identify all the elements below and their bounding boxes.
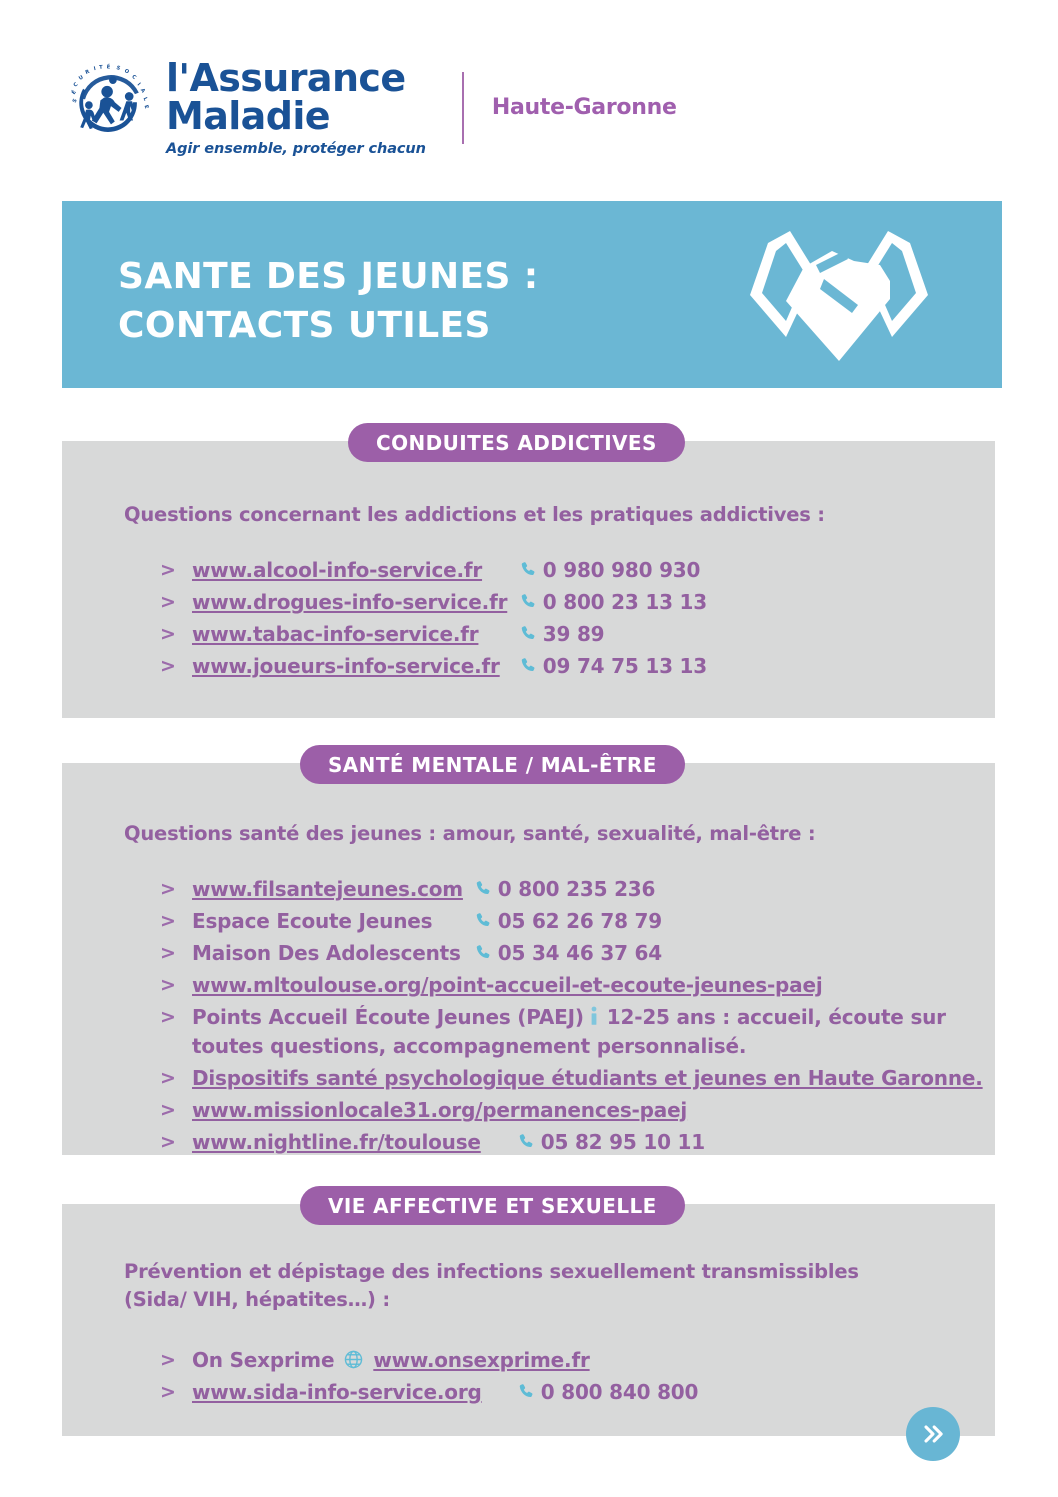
page-title [118,253,539,350]
link-joueurs-info-service[interactable]: www.joueurs-info-service.fr [192,654,500,678]
list-item[interactable] [160,620,707,649]
label-maison-des-adolescents: Maison Des Adolescents [192,941,461,965]
phone-number: 0 800 840 800 [540,1380,699,1404]
svg-text:É: É [70,88,78,96]
chevron-right-icon: > [160,910,176,932]
svg-text:É: É [106,63,111,71]
link-drogues-info-service[interactable]: www.drogues-info-service.fr [192,590,508,614]
label-espace-ecoute-jeunes: Espace Ecoute Jeunes [192,909,433,933]
link-onsexprime[interactable]: www.onsexprime.fr [373,1348,590,1372]
svg-text:S: S [71,97,79,104]
chevron-right-icon: > [160,1006,176,1028]
brand-header [62,50,677,165]
phone-number: 05 82 95 10 11 [540,1130,705,1154]
svg-text:C: C [72,81,80,89]
list-item[interactable] [160,875,995,904]
list-item[interactable] [160,1378,698,1407]
phone-value [519,654,707,678]
list-item [160,907,995,936]
phone-icon [474,877,493,896]
chevron-right-icon: > [160,1067,176,1089]
link-mltoulouse-paej[interactable]: www.mltoulouse.org/point-accueil-et-ecoute-jeunes-paej [192,973,823,997]
phone-number: 39 89 [542,622,605,646]
contact-list-vie-affective [160,1346,698,1410]
globe-icon [343,1349,364,1370]
phone-icon [519,654,538,673]
brand-tagline: Agir ensemble, protéger chacun [166,141,426,157]
link-sida-info-service[interactable]: www.sida-info-service.org [192,1380,482,1404]
section-title-vie-affective-et-sexuelle: VIE AFFECTIVE ET SEXUELLE [300,1186,685,1225]
phone-icon [519,590,538,609]
next-page-button[interactable] [906,1407,960,1461]
handshake-icon [724,221,954,371]
chevron-right-icon: > [160,1349,176,1371]
link-filsantejeunes[interactable]: www.filsantejeunes.com [192,877,463,901]
phone-icon [474,909,493,928]
brand-region-label: Haute-Garonne [491,95,677,120]
section-conduites-addictives [62,430,995,718]
list-item[interactable] [160,652,707,681]
double-chevron-right-icon [919,1420,947,1448]
svg-text:R: R [84,68,91,76]
section-intro-conduites-addictives: Questions concernant les addictions et les pratiques addictives : [124,503,825,526]
phone-icon [474,941,493,960]
link-missionlocale31-permanences-paej[interactable]: www.missionlocale31.org/permanences-paej [192,1098,688,1122]
chevron-right-icon: > [160,559,176,581]
chevron-right-icon: > [160,623,176,645]
section-vie-affective-et-sexuelle [62,1193,995,1436]
brand-name-line2: Maladie [166,94,330,139]
svg-text:U: U [77,73,85,82]
chevron-right-icon: > [160,655,176,677]
title-banner [62,201,1002,388]
list-item [160,1003,995,1061]
info-text-paej: 12-25 ans : accueil, écoute sur toutes questions, accompagnement personnalisé. [192,1005,946,1058]
chevron-right-icon: > [160,1099,176,1121]
phone-value [474,877,655,901]
label-on-sexprime: On Sexprime [192,1348,335,1372]
list-item[interactable] [160,588,707,617]
section-intro-vie-affective: Prévention et dépistage des infections sexuellement transmissibles (Sida/ VIH, hépatites…) : [124,1260,859,1311]
phone-icon [519,622,538,641]
phone-number: 09 74 75 13 13 [542,654,707,678]
contact-list-conduites-addictives [160,556,707,684]
link-tabac-info-service[interactable]: www.tabac-info-service.fr [192,622,479,646]
list-item[interactable] [160,1064,995,1093]
section-title-sante-mentale: SANTÉ MENTALE / MAL-ÊTRE [300,745,685,784]
chevron-right-icon: > [160,1131,176,1153]
chevron-right-icon: > [160,974,176,996]
list-item[interactable] [160,1096,995,1125]
svg-text:A: A [138,86,147,94]
phone-icon [517,1130,536,1149]
phone-number: 05 62 26 78 79 [497,909,662,933]
phone-icon [519,558,538,577]
list-item[interactable] [160,556,707,585]
phone-number: 0 800 235 236 [497,877,656,901]
section-title-conduites-addictives: CONDUITES ADDICTIVES [348,423,685,462]
svg-text:T: T [98,64,103,71]
label-points-accueil-ecoute-jeunes: Points Accueil Écoute Jeunes (PAEJ) [192,1005,584,1029]
svg-text:C: C [130,73,138,81]
phone-number: 05 34 46 37 64 [497,941,662,965]
svg-text:I: I [93,65,97,72]
link-alcool-info-service[interactable]: www.alcool-info-service.fr [192,558,483,582]
contact-list-sante-mentale [160,875,995,1160]
phone-value [519,558,700,582]
list-item [160,939,995,968]
section-sante-mentale [62,752,995,1155]
list-item[interactable] [160,1128,995,1157]
phone-number: 0 980 980 930 [542,558,701,582]
list-item[interactable] [160,971,995,1000]
svg-text:I: I [135,81,142,87]
phone-value [517,1130,705,1154]
brand-name-line1: l'Assurance [166,55,406,100]
page-title-line2: CONTACTS UTILES [118,304,491,346]
phone-number: 0 800 23 13 13 [542,590,707,614]
info-icon [588,1005,600,1025]
section-intro-sante-mentale: Questions santé des jeunes : amour, santé, sexualité, mal-être : [124,822,816,845]
chevron-right-icon: > [160,591,176,613]
link-nightline-toulouse[interactable]: www.nightline.fr/toulouse [192,1130,481,1154]
phone-value [517,1380,698,1404]
securite-sociale-logo-icon [62,60,158,156]
phone-value [519,622,605,646]
phone-icon [517,1380,536,1399]
phone-value [474,909,662,933]
phone-value [474,941,662,965]
phone-value [519,590,707,614]
chevron-right-icon: > [160,942,176,964]
svg-text:O: O [123,67,130,76]
chevron-right-icon: > [160,1381,176,1403]
svg-text:S: S [115,64,121,72]
svg-text:L: L [141,96,149,102]
svg-text:E: E [142,103,150,110]
brand-divider [462,72,464,144]
page-title-line1: SANTE DES JEUNES : [118,256,539,297]
link-dispositifs-sante-psychologique[interactable]: Dispositifs santé psychologique étudiants et jeunes en Haute Garonne. [192,1066,983,1090]
brand-wordmark [166,55,426,157]
chevron-right-icon: > [160,878,176,900]
list-item[interactable] [160,1346,698,1375]
